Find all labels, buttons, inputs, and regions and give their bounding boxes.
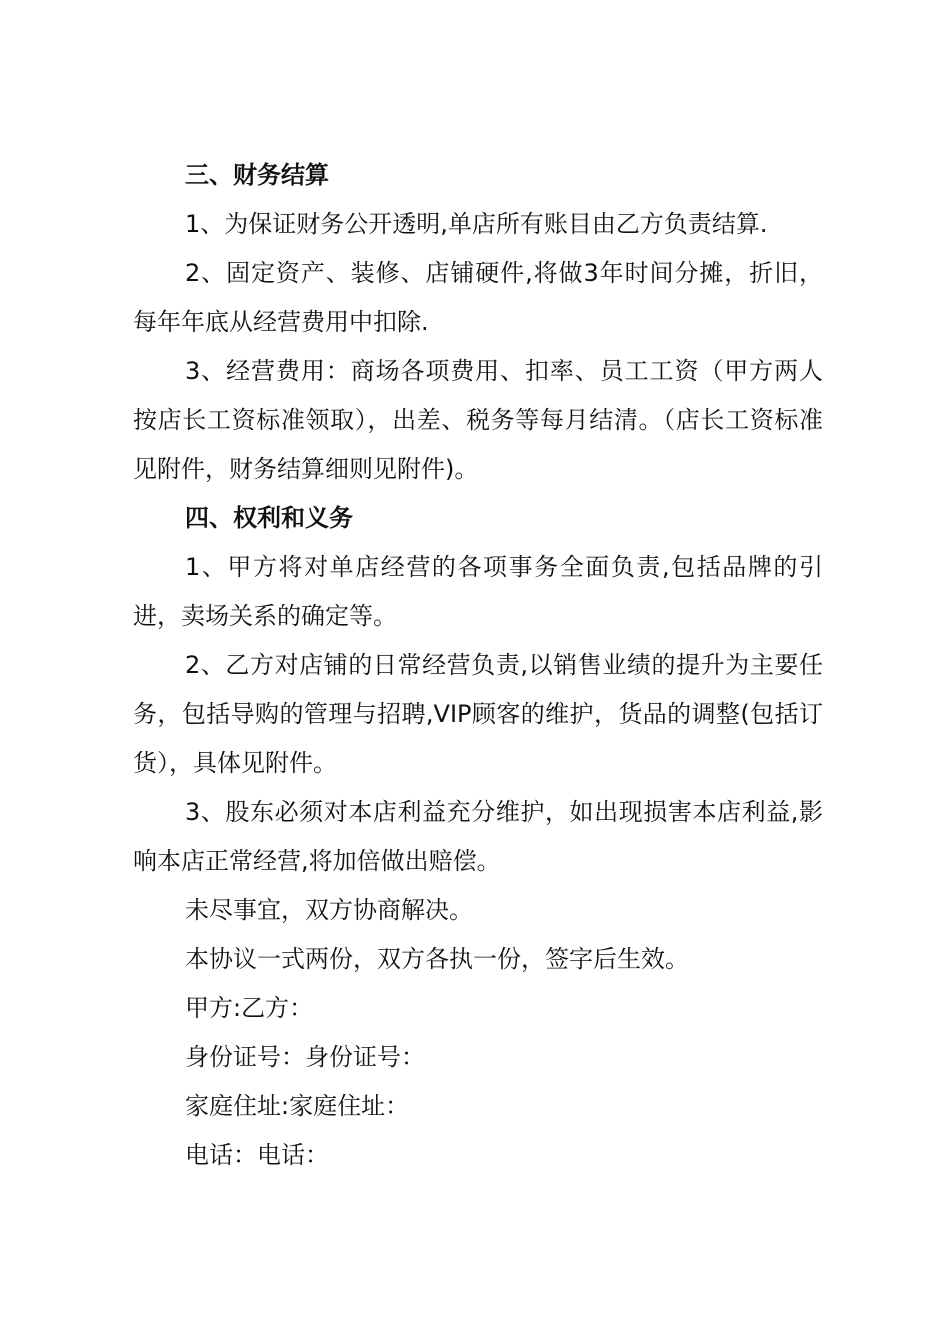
section-heading-rights: 四、权利和义务: [185, 504, 353, 532]
paragraph: 1、甲方将对单店经营的各项事务全面负责,包括品牌的引进，卖场关系的确定等。: [133, 553, 823, 630]
signature-party-line: 甲方:乙方：: [185, 994, 314, 1022]
paragraph: 2、固定资产、装修、店铺硬件,将做3年时间分摊，折旧，每年年底从经营费用中扣除.: [133, 259, 823, 336]
section-heading-finance: 三、财务结算: [185, 161, 329, 189]
paragraph: 2、乙方对店铺的日常经营负责,以销售业绩的提升为主要任务，包括导购的管理与招聘,VIP顾客的维护，货品的调整(包括订货），具体见附件。: [133, 651, 823, 777]
signature-id-line: 身份证号：身份证号：: [185, 1043, 425, 1071]
document-body: [133, 151, 823, 1180]
paragraph: 1、为保证财务公开透明,单店所有账目由乙方负责结算.: [185, 210, 768, 238]
signature-phone-line: 电话：电话：: [185, 1141, 329, 1169]
paragraph: 3、股东必须对本店利益充分维护，如出现损害本店利益,影响本店正常经营,将加倍做出赔偿。: [133, 798, 823, 875]
paragraph: 3、经营费用：商场各项费用、扣率、员工工资（甲方两人按店长工资标准领取），出差、税务等每月结清。（店长工资标准见附件，财务结算细则见附件)。: [133, 357, 823, 483]
signature-address-line: 家庭住址:家庭住址：: [185, 1092, 410, 1120]
closing-line: 本协议一式两份，双方各执一份，签字后生效。: [185, 945, 689, 973]
closing-line: 未尽事宜，双方协商解决。: [185, 896, 473, 924]
